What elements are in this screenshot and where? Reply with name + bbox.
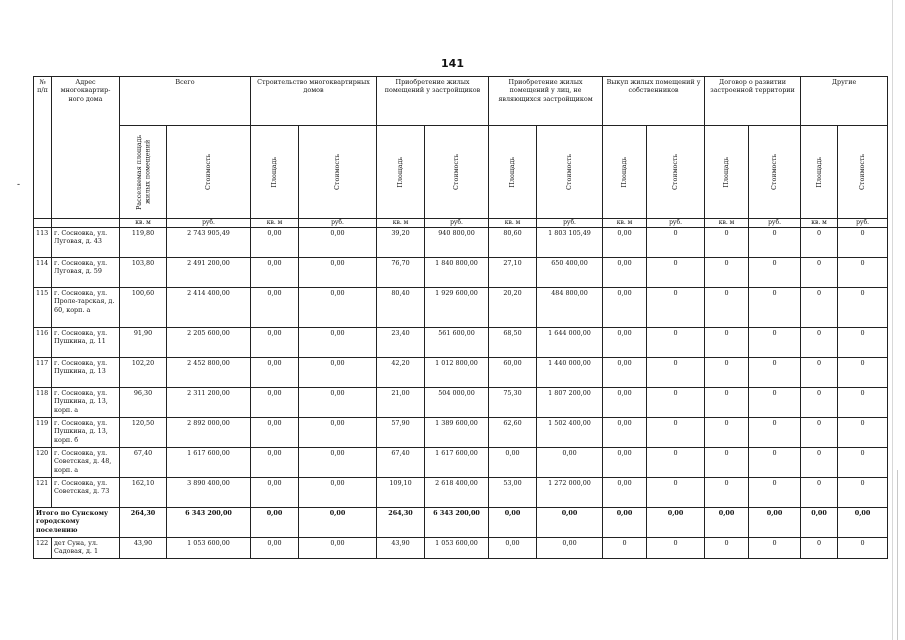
row-value: 1 440 000,00 <box>537 358 603 388</box>
row-value: 0 <box>647 478 705 508</box>
row-number: 118 <box>34 388 52 418</box>
row-value: 0,00 <box>251 478 299 508</box>
page-number: 141 <box>441 57 464 70</box>
row-value: 53,00 <box>489 478 537 508</box>
row-value: 0 <box>838 538 888 559</box>
row-value: 119,80 <box>120 228 167 258</box>
unit-area: кв. м <box>120 219 167 228</box>
row-value: 100,60 <box>120 288 167 328</box>
subheader-cost: Стоимость <box>647 126 705 219</box>
table-row <box>34 478 888 508</box>
total-value: 0,00 <box>537 508 603 538</box>
row-value: 0 <box>705 388 749 418</box>
row-value: 0,00 <box>489 538 537 559</box>
row-value: 0,00 <box>603 288 647 328</box>
row-value: 1 389 600,00 <box>425 418 489 448</box>
unit-cost: руб. <box>838 219 888 228</box>
row-value: 0,00 <box>603 448 647 478</box>
subheader-cost: Стоимость <box>537 126 603 219</box>
row-value: 23,40 <box>377 328 425 358</box>
row-value: 0 <box>749 418 801 448</box>
row-value: 103,80 <box>120 258 167 288</box>
unit-cost: руб. <box>749 219 801 228</box>
row-value: 0,00 <box>489 448 537 478</box>
table-row <box>34 418 888 448</box>
row-value: 0,00 <box>603 478 647 508</box>
row-value: 0 <box>647 358 705 388</box>
unit-area: кв. м <box>377 219 425 228</box>
row-value: 2 618 400,00 <box>425 478 489 508</box>
row-value: 0,00 <box>299 228 377 258</box>
unit-area: кв. м <box>705 219 749 228</box>
unit-area: кв. м <box>801 219 838 228</box>
row-number: 119 <box>34 418 52 448</box>
row-value: 1 012 800,00 <box>425 358 489 388</box>
total-value: 0,00 <box>749 508 801 538</box>
row-value: 0 <box>647 538 705 559</box>
row-value: 0 <box>801 388 838 418</box>
row-value: 0 <box>705 418 749 448</box>
row-value: 0 <box>647 448 705 478</box>
header-group-development: Договор о развитии застроенной территории <box>705 77 801 126</box>
row-value: 0,00 <box>299 388 377 418</box>
row-value: 0,00 <box>251 418 299 448</box>
row-address: г. Сосновка, ул. Пушкина, д. 13 <box>52 358 120 388</box>
row-address: г. Сосновка, ул. Пушкина, д. 11 <box>52 328 120 358</box>
row-value: 162,10 <box>120 478 167 508</box>
subheader-area: Площадь <box>603 126 647 219</box>
row-value: 0 <box>749 538 801 559</box>
unit-area: кв. м <box>251 219 299 228</box>
row-value: 0 <box>838 328 888 358</box>
total-label: Итого по Сунскому городскому поселению <box>34 508 120 538</box>
resettlement-table <box>33 76 888 559</box>
row-value: 1 840 800,00 <box>425 258 489 288</box>
table-row <box>34 538 888 559</box>
row-value: 940 800,00 <box>425 228 489 258</box>
row-value: 0 <box>647 388 705 418</box>
subheader-cost: Стоимость <box>749 126 801 219</box>
row-value: 0 <box>647 228 705 258</box>
table-row <box>34 328 888 358</box>
unit-cell <box>34 219 52 228</box>
row-value: 0 <box>801 448 838 478</box>
row-value: 1 272 000,00 <box>537 478 603 508</box>
row-value: 2 452 800,00 <box>167 358 251 388</box>
row-value: 0,00 <box>603 358 647 388</box>
total-row <box>34 508 888 538</box>
row-value: 0 <box>838 388 888 418</box>
row-value: 0 <box>705 258 749 288</box>
row-value: 1 502 400,00 <box>537 418 603 448</box>
row-value: 2 892 000,00 <box>167 418 251 448</box>
row-value: 0,00 <box>299 358 377 388</box>
row-value: 1 053 600,00 <box>425 538 489 559</box>
row-value: 0 <box>749 288 801 328</box>
unit-cost: руб. <box>167 219 251 228</box>
subheader-area: Площадь <box>801 126 838 219</box>
row-value: 650 400,00 <box>537 258 603 288</box>
total-value: 264,30 <box>377 508 425 538</box>
table-row <box>34 358 888 388</box>
row-value: 2 311 200,00 <box>167 388 251 418</box>
row-number: 120 <box>34 448 52 478</box>
row-value: 91,90 <box>120 328 167 358</box>
table-row <box>34 228 888 258</box>
row-value: 0 <box>705 478 749 508</box>
row-value: 0 <box>801 228 838 258</box>
unit-cost: руб. <box>537 219 603 228</box>
row-value: 0 <box>705 448 749 478</box>
row-value: 1 617 600,00 <box>167 448 251 478</box>
row-value: 80,60 <box>489 228 537 258</box>
total-value: 0,00 <box>489 508 537 538</box>
total-value: 0,00 <box>647 508 705 538</box>
unit-cost: руб. <box>425 219 489 228</box>
row-value: 0 <box>838 358 888 388</box>
row-value: 0 <box>801 328 838 358</box>
row-number: 121 <box>34 478 52 508</box>
row-value: 0 <box>749 448 801 478</box>
row-value: 0 <box>603 538 647 559</box>
row-value: 67,40 <box>120 448 167 478</box>
row-value: 75,30 <box>489 388 537 418</box>
total-value: 6 343 200,00 <box>425 508 489 538</box>
row-value: 0 <box>801 478 838 508</box>
row-value: 0 <box>838 258 888 288</box>
total-value: 0,00 <box>251 508 299 538</box>
row-value: 0 <box>838 478 888 508</box>
row-value: 0,00 <box>251 288 299 328</box>
row-value: 0 <box>749 328 801 358</box>
row-value: 0 <box>801 288 838 328</box>
row-address: г. Сосновка, ул. Луговая, д. 59 <box>52 258 120 288</box>
table-row <box>34 388 888 418</box>
row-value: 0,00 <box>251 358 299 388</box>
row-number: 113 <box>34 228 52 258</box>
total-value: 264,30 <box>120 508 167 538</box>
row-value: 0,00 <box>251 258 299 288</box>
row-value: 21,00 <box>377 388 425 418</box>
row-value: 0,00 <box>603 418 647 448</box>
row-value: 0 <box>749 228 801 258</box>
row-value: 0,00 <box>299 538 377 559</box>
row-number: 117 <box>34 358 52 388</box>
row-value: 0,00 <box>251 328 299 358</box>
header-group-construction: Строительство многоквартирных домов <box>251 77 377 126</box>
header-group-non-developers: Приобретение жилых помещений у лиц, не являющихся застройщиком <box>489 77 603 126</box>
row-address: г. Сосновка, ул. Пушкина, д. 13, корп. б <box>52 418 120 448</box>
row-address: г. Сосновка, ул. Луговая, д. 43 <box>52 228 120 258</box>
table-body <box>34 228 888 559</box>
row-value: 1 803 105,49 <box>537 228 603 258</box>
total-value: 0,00 <box>603 508 647 538</box>
row-value: 43,90 <box>377 538 425 559</box>
header-num: № п/п <box>34 77 52 219</box>
row-value: 0 <box>749 258 801 288</box>
header-group-developers: Приобретение жилых помещений у застройщиков <box>377 77 489 126</box>
row-value: 0 <box>647 288 705 328</box>
header-group-other: Другие <box>801 77 888 126</box>
row-value: 0,00 <box>299 448 377 478</box>
row-value: 0,00 <box>603 228 647 258</box>
header-group-buyout: Выкуп жилых помещений у собственников <box>603 77 705 126</box>
row-value: 0 <box>801 258 838 288</box>
row-value: 561 600,00 <box>425 328 489 358</box>
row-value: 0 <box>838 288 888 328</box>
scan-edge-line <box>892 0 893 640</box>
unit-area: кв. м <box>603 219 647 228</box>
row-value: 2 205 600,00 <box>167 328 251 358</box>
row-value: 20,20 <box>489 288 537 328</box>
row-number: 122 <box>34 538 52 559</box>
row-value: 0,00 <box>299 328 377 358</box>
header-address: Адрес многоквартир-ного дома <box>52 77 120 219</box>
row-value: 2 743 905,49 <box>167 228 251 258</box>
row-value: 0 <box>801 418 838 448</box>
row-value: 0,00 <box>299 478 377 508</box>
row-value: 1 929 600,00 <box>425 288 489 328</box>
side-mark: - <box>17 180 21 190</box>
row-value: 80,40 <box>377 288 425 328</box>
row-value: 0,00 <box>299 288 377 328</box>
subheader-cost: Стоимость <box>838 126 888 219</box>
row-value: 0,00 <box>537 448 603 478</box>
subheader-area: Площадь <box>705 126 749 219</box>
row-value: 102,20 <box>120 358 167 388</box>
row-value: 0 <box>801 538 838 559</box>
row-value: 42,20 <box>377 358 425 388</box>
row-value: 0 <box>647 258 705 288</box>
row-address: г. Сосновка, ул. Пушкина, д. 13, корп. а <box>52 388 120 418</box>
subheader-total-area: Расселяемая площадь жилых помещений <box>120 126 167 219</box>
row-address: г. Сосновка, ул. Советская, д. 48, корп. а <box>52 448 120 478</box>
subheader-area: Площадь <box>377 126 425 219</box>
row-number: 116 <box>34 328 52 358</box>
row-value: 57,90 <box>377 418 425 448</box>
row-value: 0,00 <box>251 448 299 478</box>
row-value: 109,10 <box>377 478 425 508</box>
row-value: 67,40 <box>377 448 425 478</box>
row-value: 43,90 <box>120 538 167 559</box>
row-value: 120,50 <box>120 418 167 448</box>
row-value: 0,00 <box>603 328 647 358</box>
subheader-cost: Стоимость <box>167 126 251 219</box>
unit-area: кв. м <box>489 219 537 228</box>
subheader-area: Площадь <box>489 126 537 219</box>
row-value: 0 <box>749 358 801 388</box>
total-value: 0,00 <box>801 508 838 538</box>
row-address: г. Сосновка, ул. Советская, д. 73 <box>52 478 120 508</box>
row-value: 1 807 200,00 <box>537 388 603 418</box>
total-value: 0,00 <box>299 508 377 538</box>
row-value: 0 <box>749 388 801 418</box>
total-value: 6 343 200,00 <box>167 508 251 538</box>
subheader-area: Площадь <box>251 126 299 219</box>
row-value: 484 800,00 <box>537 288 603 328</box>
unit-cost: руб. <box>299 219 377 228</box>
row-address: дет Суна, ул. Садовая, д. 1 <box>52 538 120 559</box>
row-value: 1 053 600,00 <box>167 538 251 559</box>
header-group-total: Всего <box>120 77 251 126</box>
row-value: 76,70 <box>377 258 425 288</box>
row-address: г. Сосновка, ул. Проле-тарская, д. 60, корп. а <box>52 288 120 328</box>
row-value: 68,50 <box>489 328 537 358</box>
row-value: 504 000,00 <box>425 388 489 418</box>
row-value: 2 491 200,00 <box>167 258 251 288</box>
subheader-cost: Стоимость <box>425 126 489 219</box>
row-value: 62,60 <box>489 418 537 448</box>
row-value: 2 414 400,00 <box>167 288 251 328</box>
row-value: 0 <box>705 538 749 559</box>
row-value: 0,00 <box>251 228 299 258</box>
row-value: 0 <box>647 418 705 448</box>
row-value: 0,00 <box>299 258 377 288</box>
table-row <box>34 288 888 328</box>
subheader-cost: Стоимость <box>299 126 377 219</box>
row-value: 0 <box>838 448 888 478</box>
row-value: 27,10 <box>489 258 537 288</box>
row-value: 1 644 000,00 <box>537 328 603 358</box>
row-value: 0 <box>647 328 705 358</box>
row-value: 0 <box>749 478 801 508</box>
row-value: 0 <box>838 228 888 258</box>
row-value: 1 617 600,00 <box>425 448 489 478</box>
row-value: 0,00 <box>603 258 647 288</box>
row-value: 0 <box>705 288 749 328</box>
row-value: 0,00 <box>537 538 603 559</box>
row-value: 0 <box>801 358 838 388</box>
row-value: 0 <box>705 228 749 258</box>
total-value: 0,00 <box>705 508 749 538</box>
row-value: 0 <box>838 418 888 448</box>
row-value: 0,00 <box>603 388 647 418</box>
row-value: 60,00 <box>489 358 537 388</box>
row-value: 0,00 <box>251 538 299 559</box>
row-value: 0 <box>705 328 749 358</box>
unit-cell <box>52 219 120 228</box>
scan-edge-line <box>897 470 898 640</box>
table-row <box>34 448 888 478</box>
unit-cost: руб. <box>647 219 705 228</box>
row-number: 115 <box>34 288 52 328</box>
row-value: 0 <box>705 358 749 388</box>
total-value: 0,00 <box>838 508 888 538</box>
row-value: 0,00 <box>299 418 377 448</box>
row-value: 39,20 <box>377 228 425 258</box>
row-number: 114 <box>34 258 52 288</box>
row-value: 96,30 <box>120 388 167 418</box>
row-value: 3 890 400,00 <box>167 478 251 508</box>
table-row <box>34 258 888 288</box>
row-value: 0,00 <box>251 388 299 418</box>
